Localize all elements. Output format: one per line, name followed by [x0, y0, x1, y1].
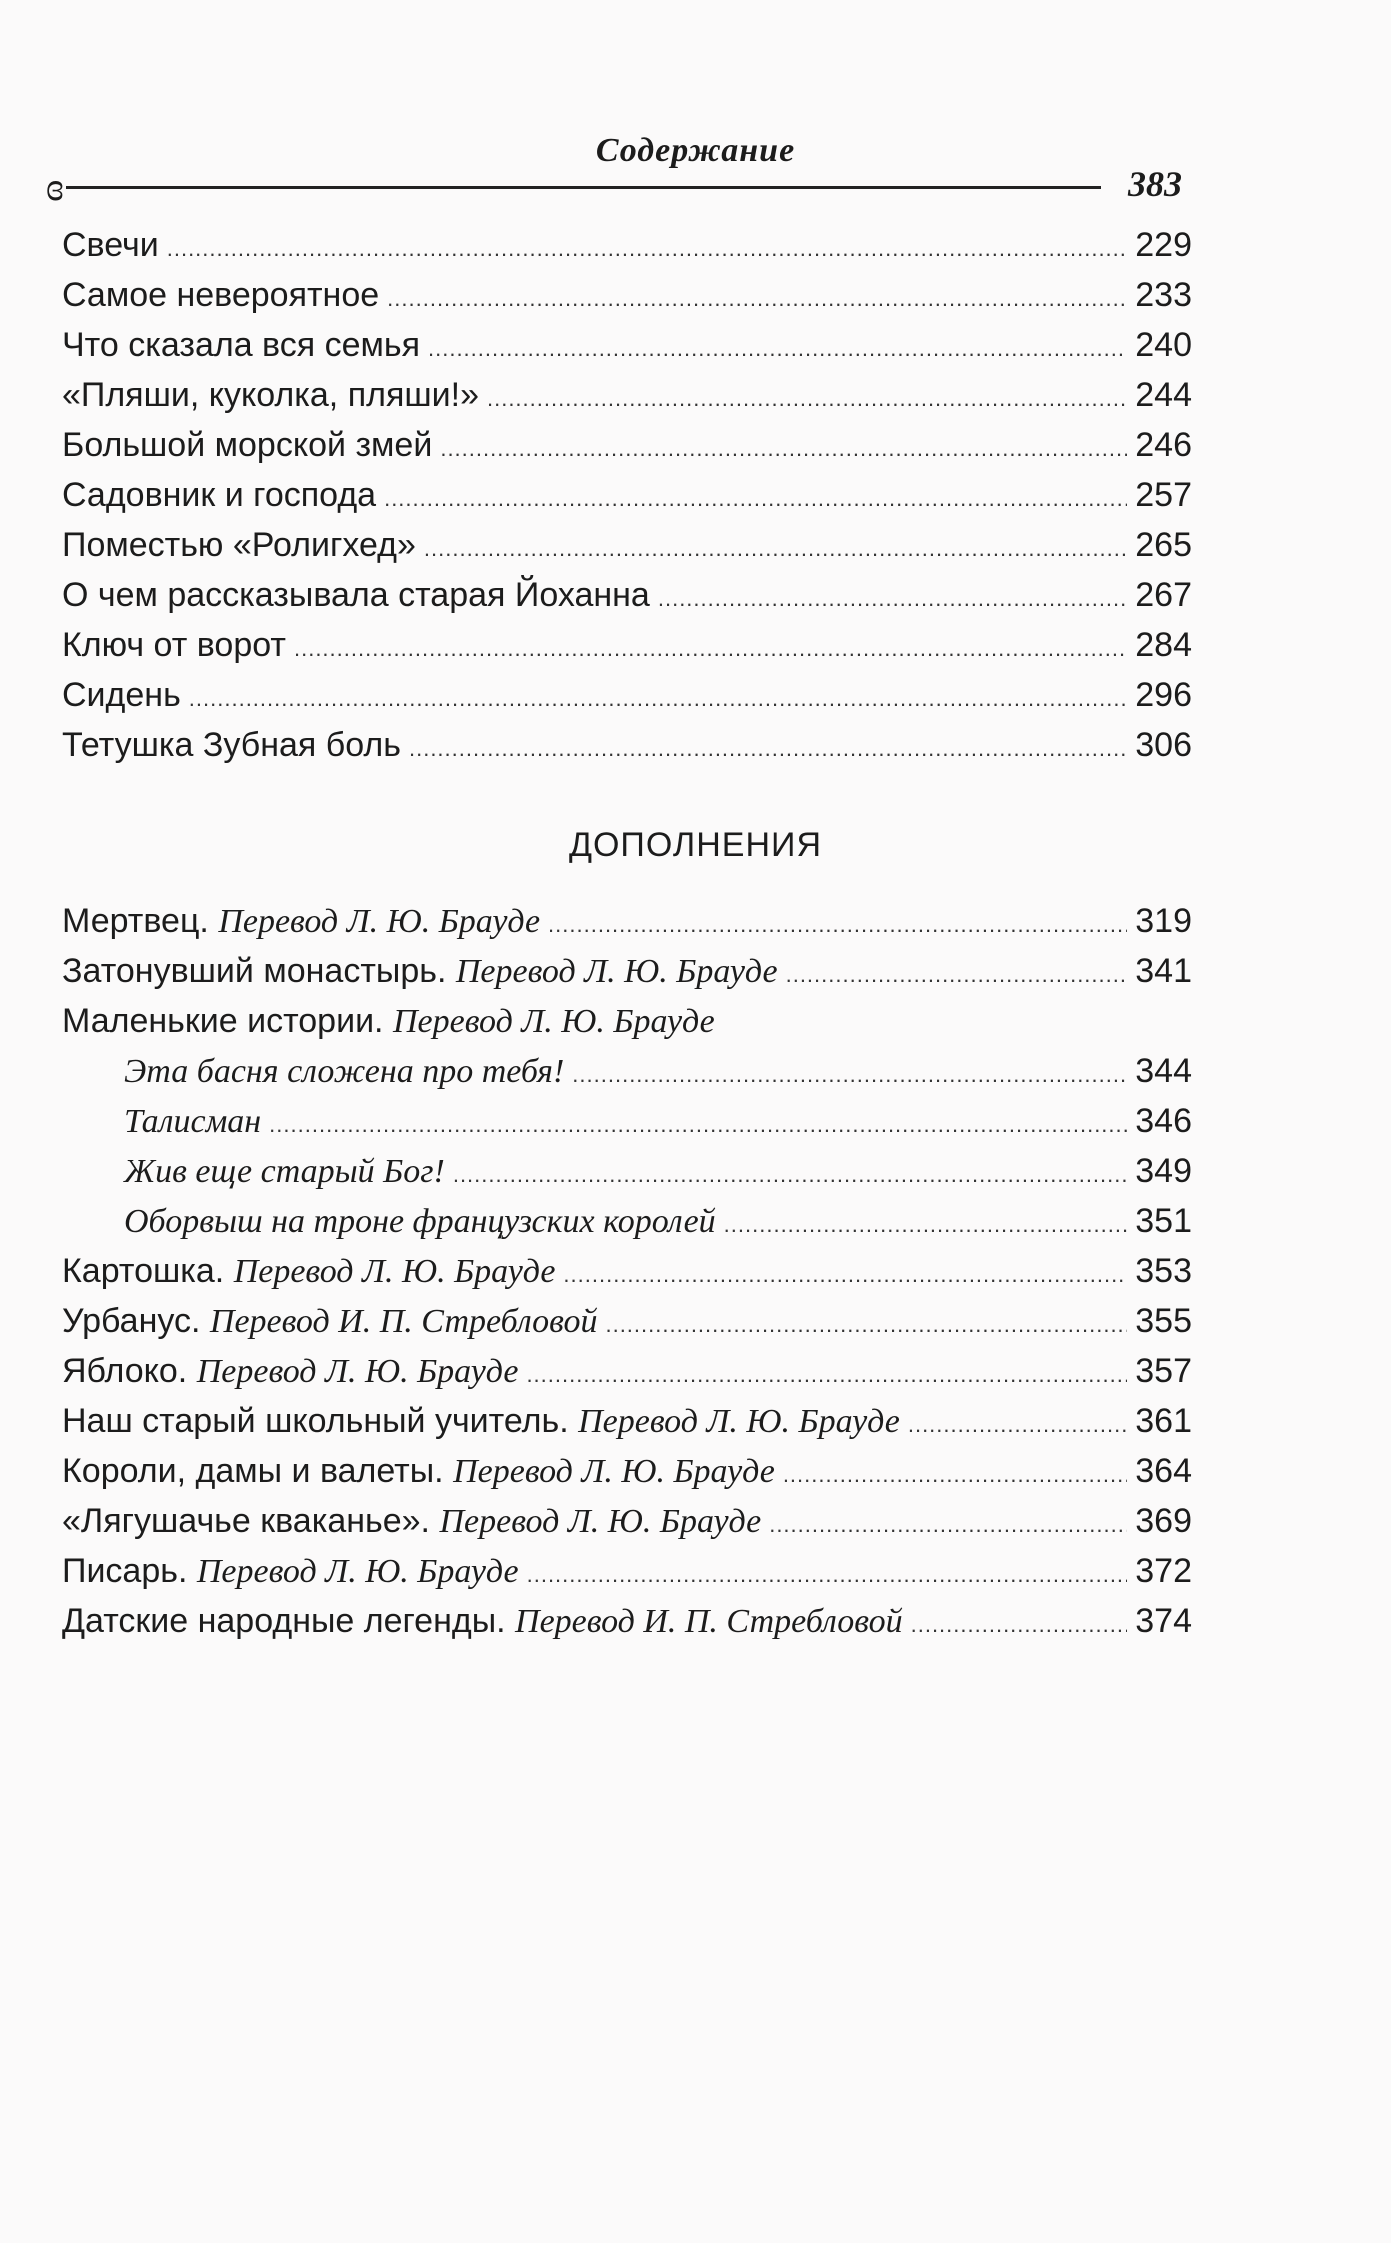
toc-entry	[62, 1602, 1192, 1652]
entry-title	[124, 1153, 445, 1191]
entry-page-number: 357	[1135, 1352, 1192, 1390]
toc-entry	[62, 1352, 1192, 1402]
entry-title	[62, 476, 376, 515]
entry-translator: Перевод Л. Ю. Брауде	[196, 1553, 519, 1590]
entry-page-number: 346	[1135, 1102, 1192, 1140]
entry-page-number: 372	[1135, 1552, 1192, 1590]
entry-page-number: 306	[1135, 726, 1192, 764]
toc-entry	[62, 376, 1192, 426]
entry-translator: Перевод Л. Ю. Брауде	[453, 1453, 775, 1490]
entry-page-number: 351	[1135, 1202, 1192, 1240]
entry-title	[62, 426, 432, 465]
toc-entry	[62, 1552, 1192, 1602]
entry-title	[124, 1053, 564, 1091]
entry-title	[62, 902, 540, 941]
entry-title-text: Оборвыш на троне французских королей	[124, 1203, 716, 1240]
dot-leader	[428, 336, 1127, 362]
entry-page-number: 257	[1135, 476, 1192, 514]
running-head: Содержание	[595, 132, 796, 169]
header-rule	[66, 186, 1101, 189]
dot-leader	[294, 636, 1127, 662]
toc-entry	[62, 526, 1192, 576]
toc-entry	[62, 1302, 1192, 1352]
toc-entry	[62, 1152, 1192, 1202]
entry-title	[62, 376, 479, 415]
toc-entry	[62, 476, 1192, 526]
entry-title-text: Свечи	[62, 226, 159, 264]
entry-title	[124, 1103, 261, 1141]
toc-entry	[62, 902, 1192, 952]
entry-translator: Перевод Л. Ю. Брауде	[218, 903, 541, 940]
dot-leader	[783, 1462, 1127, 1488]
entry-title-text: Короли, дамы и валеты.	[62, 1452, 444, 1490]
entry-title	[62, 326, 420, 365]
dot-leader	[269, 1112, 1127, 1138]
entry-page-number: 284	[1135, 626, 1192, 664]
entry-translator: Перевод Л. Ю. Брауде	[455, 953, 778, 990]
entry-title-text: Затонувший монастырь.	[62, 952, 447, 990]
dot-leader	[572, 1062, 1127, 1088]
entry-title-text: Наш старый школьный учитель.	[62, 1402, 569, 1440]
toc-entry	[62, 226, 1192, 276]
toc-entry	[62, 1252, 1192, 1302]
entry-title-text: Датские народные легенды.	[62, 1602, 506, 1640]
entry-translator: Перевод И. П. Стребловой	[515, 1603, 903, 1640]
entry-title	[62, 576, 650, 615]
dot-leader	[605, 1312, 1127, 1338]
entry-title-text: Жив еще старый Бог!	[124, 1153, 445, 1190]
entry-translator: Перевод Л. Ю. Брауде	[578, 1403, 900, 1440]
entry-title-text: Что сказала вся семья	[62, 326, 420, 364]
entry-title-text: Садовник и господа	[62, 476, 377, 514]
dot-leader	[908, 1412, 1127, 1438]
entry-title-text: Сидень	[62, 676, 181, 714]
entry-page-number: 374	[1135, 1602, 1192, 1640]
toc-main-list	[62, 226, 1192, 776]
dot-leader	[387, 286, 1127, 312]
entry-title	[62, 226, 159, 265]
entry-translator: Перевод Л. Ю. Брауде	[233, 1253, 556, 1290]
dot-leader	[526, 1362, 1127, 1388]
entry-title-text: Талисман	[124, 1103, 262, 1140]
entry-page-number: 229	[1135, 226, 1192, 264]
entry-page-number: 344	[1135, 1052, 1192, 1090]
entry-page-number: 341	[1135, 952, 1192, 990]
entry-title	[62, 626, 286, 665]
dot-leader	[487, 386, 1127, 412]
dot-leader	[724, 1212, 1128, 1238]
toc-entry	[62, 676, 1192, 726]
dot-leader	[658, 586, 1127, 612]
entry-title	[62, 1352, 518, 1391]
entry-page-number: 349	[1135, 1152, 1192, 1190]
entry-page-number: 233	[1135, 276, 1192, 314]
entry-page-number: 369	[1135, 1502, 1192, 1540]
toc-entry	[62, 276, 1192, 326]
entry-title-text: Мертвец.	[62, 902, 209, 940]
entry-title	[62, 1002, 715, 1041]
entry-page-number: 296	[1135, 676, 1192, 714]
section-heading: ДОПОЛНЕНИЯ	[568, 826, 823, 864]
entry-page-number: 240	[1135, 326, 1192, 364]
entry-translator: Перевод Л. Ю. Брауде	[439, 1503, 762, 1540]
entry-title	[62, 1302, 597, 1341]
entry-title	[62, 526, 416, 565]
dot-leader	[563, 1262, 1127, 1288]
toc-entry	[62, 952, 1192, 1002]
entry-title-text: Маленькие истории.	[62, 1002, 384, 1040]
entry-title-text: «Лягушачье кваканье».	[62, 1502, 431, 1540]
entry-page-number: 319	[1135, 902, 1192, 940]
entry-title	[62, 952, 778, 991]
entry-title-text: Самое невероятное	[62, 276, 380, 314]
entry-title-text: Яблоко.	[62, 1352, 188, 1390]
toc-entry	[62, 1002, 1192, 1052]
entry-page-number: 244	[1135, 376, 1192, 414]
toc-entry	[62, 1052, 1192, 1102]
dot-leader	[440, 436, 1127, 462]
toc-entry	[62, 726, 1192, 776]
toc-entry	[62, 1102, 1192, 1152]
entry-page-number: 361	[1135, 1402, 1192, 1440]
toc-entry	[62, 1452, 1192, 1502]
page-number: 383	[1128, 164, 1182, 204]
toc-supplement-list	[62, 902, 1192, 1652]
entry-translator: Перевод Л. Ю. Брауде	[392, 1003, 715, 1040]
dot-leader	[911, 1612, 1128, 1638]
entry-title-text: Эта басня сложена про тебя!	[124, 1053, 565, 1090]
entry-title-text: Писарь.	[62, 1552, 188, 1590]
entry-title-text: Ключ от ворот	[62, 626, 286, 664]
entry-title	[124, 1203, 716, 1241]
dot-leader	[409, 736, 1127, 762]
entry-page-number: 246	[1135, 426, 1192, 464]
dot-leader	[189, 686, 1127, 712]
toc-entry	[62, 1202, 1192, 1252]
entry-title	[62, 276, 379, 315]
entry-page-number: 364	[1135, 1452, 1192, 1490]
entry-translator: Перевод Л. Ю. Брауде	[196, 1353, 519, 1390]
entry-title-text: «Пляши, куколка, пляши!»	[62, 376, 479, 414]
ornament-icon: ɞ	[46, 164, 64, 209]
entry-title-text: Большой морской змей	[62, 426, 433, 464]
dot-leader	[786, 962, 1128, 988]
dot-leader	[527, 1562, 1128, 1588]
entry-title	[62, 1452, 775, 1491]
entry-title	[62, 1602, 903, 1641]
entry-title	[62, 1552, 519, 1591]
dot-leader	[424, 536, 1127, 562]
dot-leader	[453, 1162, 1127, 1188]
entry-title	[62, 676, 181, 715]
entry-title	[62, 726, 401, 765]
dot-leader	[167, 236, 1128, 262]
entry-translator: Перевод И. П. Стребловой	[209, 1303, 598, 1340]
entry-title	[62, 1252, 555, 1291]
entry-title-text: О чем рассказывала старая Йоханна	[62, 576, 650, 614]
toc-entry	[62, 1502, 1192, 1552]
toc-entry	[62, 326, 1192, 376]
entry-title-text: Урбанус.	[62, 1302, 201, 1340]
entry-page-number: 353	[1135, 1252, 1192, 1290]
entry-title-text: Тетушка Зубная боль	[62, 726, 401, 764]
entry-title-text: Картошка.	[62, 1252, 225, 1290]
entry-page-number: 267	[1135, 576, 1192, 614]
toc-entry	[62, 626, 1192, 676]
entry-title-text: Поместью «Ролигхед»	[62, 526, 416, 564]
dot-leader	[769, 1512, 1127, 1538]
entry-page-number: 355	[1135, 1302, 1192, 1340]
entry-page-number: 265	[1135, 526, 1192, 564]
dot-leader	[548, 912, 1127, 938]
entry-title	[62, 1402, 900, 1441]
toc-entry	[62, 1402, 1192, 1452]
dot-leader	[384, 486, 1127, 512]
entry-title	[62, 1502, 761, 1541]
toc-entry	[62, 426, 1192, 476]
toc-entry	[62, 576, 1192, 626]
